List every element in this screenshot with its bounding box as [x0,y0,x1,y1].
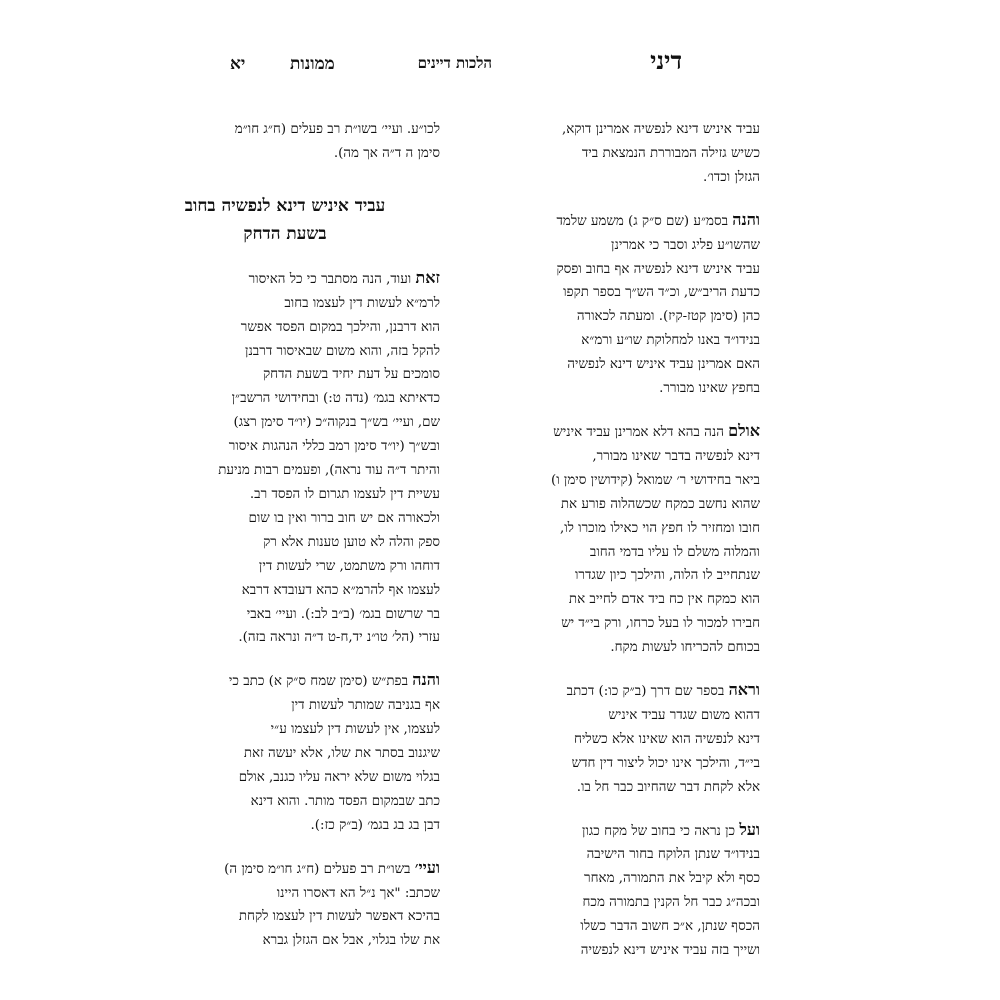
header-chapter-title: הלכות דיינים [417,54,492,72]
left-text-column [130,118,440,971]
text-line: בר שרשום בגמ׳ (ב״ב לב:). ועיי׳ באבי [246,606,440,622]
text-line: דבן בג בג בגמ׳ (ב״ק כז:). [310,817,440,833]
paragraph-lead-word: וראה [728,680,760,700]
text-line: האם אמרינן עביד איניש דינא לנפשיה [567,357,760,373]
text-line: והמלוה משלם לו עליו בדמי החוב [589,544,760,560]
text-line: שהשו״ע פליג וסבר כי אמרינן [611,237,760,253]
text-line: הגזלן וכדו׳. [703,169,760,185]
text-line: סומכים על דעת יחיד בשעת הדחק [262,367,440,383]
text-line: כשיש גזילה המבוררת הנמצאת ביד [581,145,760,161]
text-line: דוחהו ורק משתמט, שרי לעשות דין [258,558,440,574]
text-line: ובש״ך (יו״ד סימן רמב כללי הנהגות איסור [228,439,440,455]
text-line: בנידו״ד שנתן הלוקח בחור הישיבה [586,847,760,863]
running-header [230,42,682,82]
text-line [450,678,760,704]
text-line [130,266,440,292]
text-line: לרמ״א לעשות דין לעצמו בחוב [284,295,440,311]
paragraph-lead-word: אולם [728,420,760,440]
text-line: הוא דרבנן, והילכך במקום הפסד אפשר [240,319,440,335]
text-line [450,208,760,234]
text-line: כהן (סימן קטז-קיז). ומעתה לכאורה [576,309,760,325]
text-line: ולכאורה אם יש חוב ברור ואין בו שום [248,510,440,526]
text-line: בי״ד, והילכך אינו יכול ליצור דין חדש [571,755,760,771]
right-text-column [450,118,760,981]
text-line: ובכה״ג כבר חל הקנין בתמורה מכח [582,895,760,911]
text-fragment: בפת״ש (סימן שמח ס״ק א) כתב כי [228,674,413,690]
left-paragraphs [130,266,440,953]
text-line: כדאיתא בגמ׳ (נדה ט:) ובחידושי הרשב״ן [231,391,440,407]
text-line: דינא לנפשיה בדבר שאינו מבורר, [592,448,760,464]
page-number: יא [230,54,246,74]
text-line: שנתחייב לו הלוה, והילכך כיון שגדרו [575,568,760,584]
text-line: שהוא נחשב כמקח שכשהלוה פורע את [560,496,760,512]
text-line: לעצמו, אין לעשות דין לעצמו ע״י [270,722,440,738]
paragraph-lead-word: ועיי׳ [414,857,440,877]
paragraph-lead-word: זאת [415,267,440,287]
text-line: עביד איניש דינא לנפשיה אף בחוב ופסק [556,261,760,277]
text-fragment: בסמ״ע (שם ס״ק ג) משמע שלמד [556,213,733,229]
text-line: שיגנוב בסתר את שלו, אלא יעשה זאת [243,746,440,762]
text-line: להקל בזה, והוא משום שבאיסור דרבנן [245,343,440,359]
text-line: כדעת הריב״ש, וכ״ד הש״ך בספר תקפו [563,285,760,301]
text-fragment: הנה בהא דלא אמרינן עביד איניש [553,424,729,440]
text-line: בכוחם להכריחו לעשות מקח. [610,640,760,656]
text-fragment: בשו״ת רב פעלים (ח״ג חו״מ סימן ה) [224,861,415,877]
text-line: בנידו״ד באנו למחלוקת שו״ע ורמ״א [581,333,760,349]
continued-paragraph [130,118,440,166]
text-line: הוא כמקח אין כח ביד אדם לחייב את [568,592,760,608]
text-line: אף בגניבה שמותר לעשות דין [291,698,440,714]
text-line: כסף ולא קיבל את התמורה, מאחר [584,871,760,887]
text-line: עשיית דין לעצמו תגרום לו הפסד רב. [249,486,440,502]
header-section-word: דיני [650,46,682,75]
paragraph [450,208,760,401]
text-line: חבירו למכור לו בעל כרחו, ורק בי״ד יש [561,616,760,632]
text-line: לכו״ע. ועיי׳ בשו״ת רב פעלים (ח״ג חו״מ [234,122,440,137]
text-line: ושייך בזה עביד איניש דינא לנפשיה [580,943,760,959]
text-line: חובו ומחזיר לו חפץ הוי כאילו מוכרו לו, [559,520,760,536]
text-fragment: ועוד, הנה מסתבר כי כל האיסור [248,271,416,287]
text-line: ביאר בחידושי ר׳ שמואל (קידושין סימן ו) [551,472,760,488]
text-line: ספק והלה לא טוען טענות אלא רק [263,534,440,550]
text-fragment: כן נראה כי בחוב של מקח כגון [582,823,740,839]
text-line: עזרי (הל׳ טו״נ יד,ח-ט ד״ה ונראה בזה). [238,630,440,646]
section-heading-line: בשעת הדחק [243,223,327,244]
paragraph [450,678,760,800]
text-line [130,668,440,694]
text-line: שם, ועיי׳ בש״ך בנקוה״כ (יו״ד סימן רצג) [233,415,440,431]
header-book-title: ממונות [290,54,335,74]
paragraph [450,118,760,190]
text-line: לעצמו אף להרמ״א כהא דעובדא דרבא [241,582,440,598]
paragraph [130,856,440,954]
paragraph [450,818,760,963]
text-line [130,856,440,882]
text-line: בהיכא דאפשר לעשות דין לעצמו לקחת [238,909,440,925]
paragraph [450,419,760,660]
text-line: דהוא משום שגדר עביד איניש [608,707,760,723]
text-line: הכסף שנתן, א״כ חשוב הדבר כשלו [580,919,760,935]
text-line: סימן ה ד״ה אך מה). [333,145,440,161]
text-line: עביד איניש דינא לנפשיה אמרינן דוקא, [562,122,760,137]
section-heading [130,192,440,248]
text-line: את שלו בגלוי, אבל אם הגזלן גברא [262,933,440,949]
paragraph-lead-word: והנה [732,209,760,229]
section-heading-line: עביד איניש דינא לנפשיה בחוב [184,195,386,216]
text-line [450,818,760,844]
text-line: והיתר ד״ה עוד נראה), ופעמים רבות מניעת [218,463,440,479]
paragraph-lead-word: והנה [412,670,440,690]
text-line: שכתב: "אך נ״ל הא דאסרו היינו [276,885,440,901]
paragraph-lead-word: ועל [739,819,760,839]
paragraph [130,266,440,651]
text-line: כתב שבמקום הפסד מותר. והוא דינא [250,793,440,809]
text-fragment: בספר שם דרך (ב״ק כו:) דכתב [566,684,729,700]
text-line: בחפץ שאינו מבורר. [659,381,760,397]
text-line: אלא לקחת דבר שהחיוב כבר חל בו. [576,779,760,795]
text-line: דינא לנפשיה הוא שאינו אלא כשליח [574,731,760,747]
text-line [450,419,760,445]
text-line: בגלוי משום שלא יראה עליו כגנב, אולם [238,769,440,785]
paragraph [130,668,440,837]
